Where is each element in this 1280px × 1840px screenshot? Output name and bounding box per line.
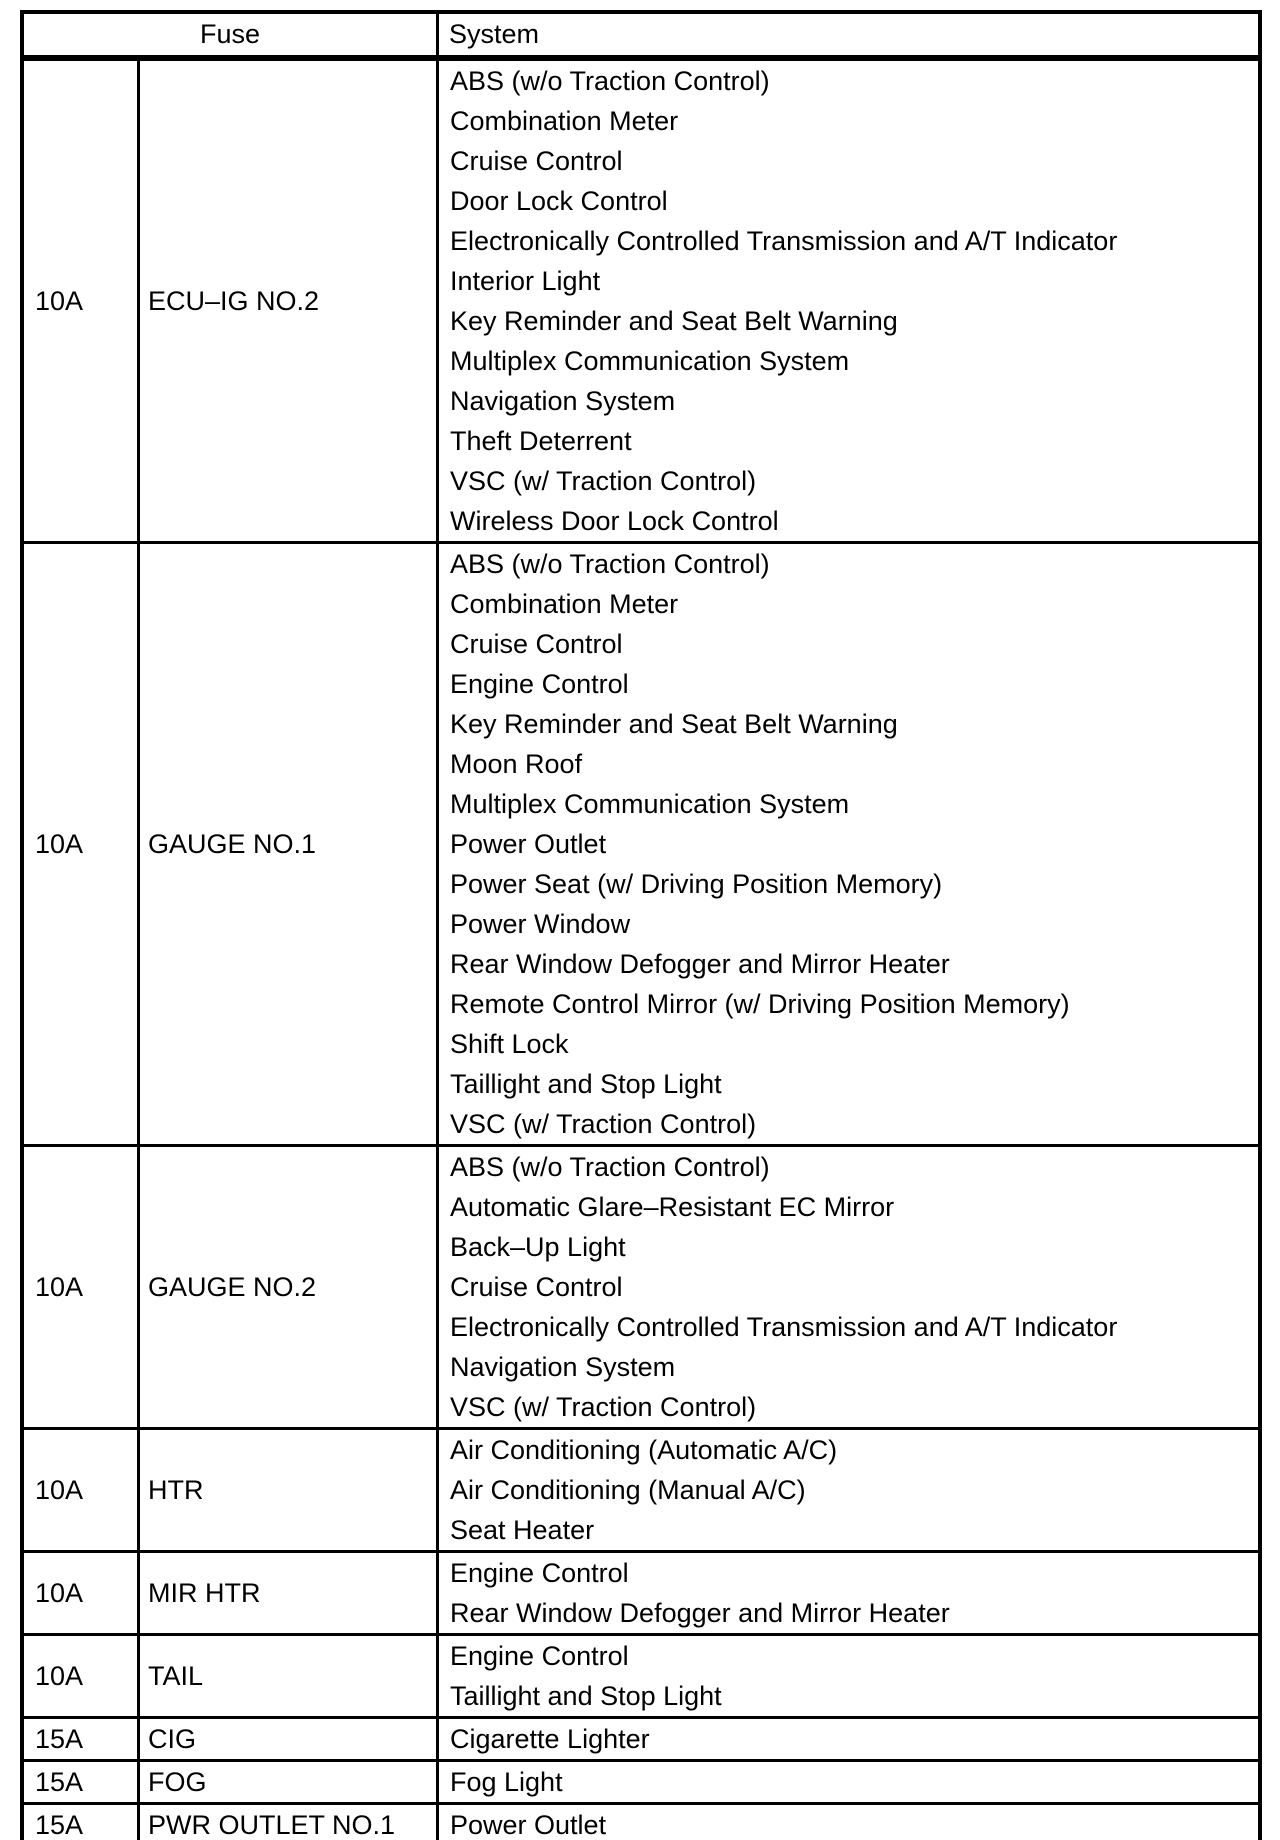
system-item: Taillight and Stop Light bbox=[450, 1681, 722, 1711]
fuse-name-cell: TAIL bbox=[137, 1636, 436, 1716]
system-item: Navigation System bbox=[450, 386, 676, 416]
system-item: ABS (w/o Traction Control) bbox=[450, 549, 770, 579]
system-item: Engine Control bbox=[450, 1558, 629, 1588]
table-row bbox=[24, 1144, 1258, 1427]
system-item: Multiplex Communication System bbox=[450, 346, 850, 376]
system-item: Seat Heater bbox=[450, 1515, 595, 1545]
system-item: Power Seat (w/ Driving Position Memory) bbox=[450, 869, 943, 899]
fuse-amp-cell: 10A bbox=[35, 1577, 84, 1608]
fuse-amp-cell: 10A bbox=[35, 1660, 84, 1691]
system-item: Electronically Controlled Transmission and A/T Indicator bbox=[450, 1312, 1118, 1342]
system-item: Taillight and Stop Light bbox=[450, 1069, 722, 1099]
system-item: VSC (w/ Traction Control) bbox=[450, 466, 757, 496]
system-item: Remote Control Mirror (w/ Driving Position Memory) bbox=[450, 989, 1070, 1019]
fuse-name-cell: ECU–IG NO.2 bbox=[137, 61, 436, 541]
system-column-header: System bbox=[436, 14, 1258, 55]
system-item: VSC (w/ Traction Control) bbox=[450, 1392, 757, 1422]
fuse-amp-cell: 15A bbox=[35, 1723, 84, 1754]
system-item: Air Conditioning (Automatic A/C) bbox=[450, 1435, 838, 1465]
fuse-amp-cell: 15A bbox=[35, 1766, 84, 1797]
system-item: Power Window bbox=[450, 909, 631, 939]
system-item: Back–Up Light bbox=[450, 1232, 626, 1262]
system-item: Wireless Door Lock Control bbox=[450, 506, 779, 536]
system-item: ABS (w/o Traction Control) bbox=[450, 66, 770, 96]
system-item: Engine Control bbox=[450, 1641, 629, 1671]
system-item: Multiplex Communication System bbox=[450, 789, 850, 819]
system-item: Fog Light bbox=[450, 1767, 563, 1797]
system-item: ABS (w/o Traction Control) bbox=[450, 1152, 770, 1182]
system-item: Rear Window Defogger and Mirror Heater bbox=[450, 949, 950, 979]
table-row bbox=[24, 1716, 1258, 1759]
fuse-amp-cell: 15A bbox=[35, 1809, 84, 1840]
system-item: Navigation System bbox=[450, 1352, 676, 1382]
fuse-system-table bbox=[20, 10, 1262, 1840]
table-row bbox=[24, 1802, 1258, 1840]
system-item: Cruise Control bbox=[450, 1272, 623, 1302]
system-item: Key Reminder and Seat Belt Warning bbox=[450, 306, 898, 336]
fuse-name-cell: MIR HTR bbox=[137, 1553, 436, 1633]
system-item: Key Reminder and Seat Belt Warning bbox=[450, 709, 898, 739]
system-item: Cruise Control bbox=[450, 629, 623, 659]
system-item: Power Outlet bbox=[450, 829, 607, 859]
system-list-cell bbox=[436, 1805, 1258, 1840]
system-list-cell bbox=[436, 61, 1258, 541]
system-item: Interior Light bbox=[450, 266, 601, 296]
system-item: Combination Meter bbox=[450, 106, 679, 136]
fuse-name-cell: HTR bbox=[137, 1430, 436, 1550]
table-row bbox=[24, 1759, 1258, 1802]
system-item: Power Outlet bbox=[450, 1810, 607, 1840]
system-item: VSC (w/ Traction Control) bbox=[450, 1109, 757, 1139]
system-list-cell bbox=[436, 1636, 1258, 1716]
table-row bbox=[24, 1633, 1258, 1716]
system-item: Air Conditioning (Manual A/C) bbox=[450, 1475, 806, 1505]
fuse-name-cell: FOG bbox=[137, 1762, 436, 1802]
table-row bbox=[24, 58, 1258, 541]
system-item: Cruise Control bbox=[450, 146, 623, 176]
table-row bbox=[24, 541, 1258, 1144]
system-list-cell bbox=[436, 1553, 1258, 1633]
fuse-amp-cell: 10A bbox=[35, 828, 84, 859]
system-item: Automatic Glare–Resistant EC Mirror bbox=[450, 1192, 895, 1222]
system-item: Door Lock Control bbox=[450, 186, 668, 216]
system-list-cell bbox=[436, 1719, 1258, 1759]
system-list-cell bbox=[436, 1762, 1258, 1802]
system-list-cell bbox=[436, 544, 1258, 1144]
table-row bbox=[24, 1550, 1258, 1633]
fuse-column-header: Fuse bbox=[199, 19, 261, 49]
system-item: Combination Meter bbox=[450, 589, 679, 619]
fuse-name-cell: GAUGE NO.1 bbox=[137, 544, 436, 1144]
system-list-cell bbox=[436, 1430, 1258, 1550]
fuse-name-cell: PWR OUTLET NO.1 bbox=[137, 1805, 436, 1840]
fuse-amp-cell: 10A bbox=[35, 285, 84, 316]
table-row bbox=[24, 1427, 1258, 1550]
fuse-amp-cell: 10A bbox=[35, 1474, 84, 1505]
system-item: Rear Window Defogger and Mirror Heater bbox=[450, 1598, 950, 1628]
system-item: Shift Lock bbox=[450, 1029, 569, 1059]
system-item: Moon Roof bbox=[450, 749, 583, 779]
system-item: Electronically Controlled Transmission and A/T Indicator bbox=[450, 226, 1118, 256]
table-header-row bbox=[24, 14, 1258, 58]
fuse-amp-cell: 10A bbox=[35, 1271, 84, 1302]
system-item: Cigarette Lighter bbox=[450, 1724, 650, 1754]
system-item: Engine Control bbox=[450, 669, 629, 699]
system-item: Theft Deterrent bbox=[450, 426, 632, 456]
system-list-cell bbox=[436, 1147, 1258, 1427]
fuse-name-cell: GAUGE NO.2 bbox=[137, 1147, 436, 1427]
fuse-name-cell: CIG bbox=[137, 1719, 436, 1759]
